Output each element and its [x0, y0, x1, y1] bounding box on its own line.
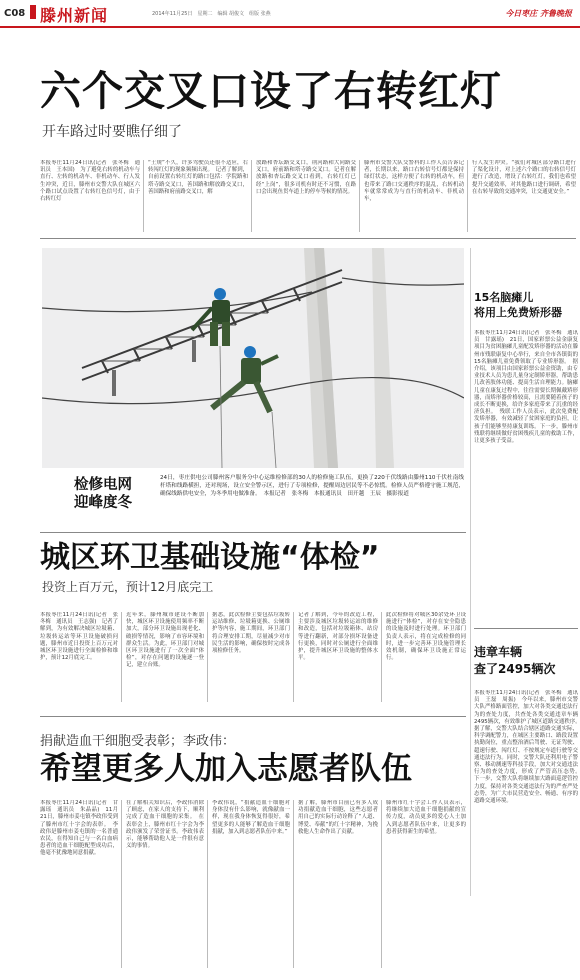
section-rule-2 [40, 532, 466, 533]
photo-power-line-repair [42, 248, 464, 468]
story1-col5: 行人发生冲突。“我们对城区部分路口进行了渠化设计，对上述六个路口的右转信号灯进行了改造，增设了右转红灯，我们也希望提升交通效率，对其他路口进行调研，希望在右转导致的交通冲突，让交通更安全。” [472, 160, 576, 195]
side2-body: 本报枣庄11月24日讯(记者 张冬梅 通讯员 王磊 周振) 今年以来，滕州市交警大队严格路面管控，加大对各类交通违法行为的查处力度，共查处各类交通违章车辆2495辆次，有效维护了城区道路交通秩序。 据了解，交警大队结合辖区道路交通实际，科学调配警力，在城区主要路口、路段设置执勤岗位，重点整治酒后驾驶、无证驾驶、超速行驶、闯红灯、不按规定车道行驶等交通违法行为。同时，交警大队还利用电子警察、移动测速等科技手段，加大对交通违法行为的查处力度，形成了严管高压态势。 下一步，交警大队将继续加大路面巡逻管控力度，保持对各类交通违法行为的严查严处态势，为广大市民营造安全、畅通、有序的道路交通环境。 [474, 690, 578, 805]
side2-headline-line1: 违章车辆 [474, 645, 523, 659]
story1-col1: 本报枣庄11月24日讯(记者 张冬梅 通讯员 王本国) 为了避免右转的机动车与直行、左转的机动车、非机动车、行人发生冲突，近日，滕州市交警大队在城区六个路口试点设置了右转红色信号灯，由于右转红灯 [40, 160, 140, 203]
photo-caption: 24日，枣庄供电公司滕州客户服务分中心运维检修部的30人的检修施工队伍，更换了220千伏线路由滕州110千伏杜南线杆塔和线路横担，还对现场，设立安全警示区，进行了专项检修，提醒周边居民等不必惊慌。检修人员严格遵守施工规范，确保线路供电安全，为冬季用电做准备。 本报记者 张冬梅 本报通讯员 田开越 王辰 摄影报道 [160, 475, 464, 497]
story3-col1: 本报枣庄11月24日讯(记者 甘露瑶 通讯员 朱晶晶) 11月21日，滕州市姜屯镇李政伟受到了滕州市红十字会的表彰。 李政伟是滕州市姜屯镇的一名普通农民，在得知自己与一名白血病患者的造血干细胞配型成功后，他毫不犹豫地同意捐献。 [40, 800, 118, 857]
story2-subhead: 投资上百万元，预计12月底完工 [42, 580, 214, 594]
side2-headline [474, 644, 578, 678]
section-rule-3 [40, 716, 466, 717]
story1-col2: “土规”不久，许多驾驶员还很不适应，右转闯红灯的现象频频出现。 记者了解到，自前设置右转红灯的路口包括：学院路和塔寺路交叉口，善国路和解放路交叉口，善国路和府前路交叉口，解 [148, 160, 248, 195]
story3-headline: 希望更多人加入志愿者队伍 [40, 751, 412, 787]
story2-col3: 据悉，此次检修主要包括垃圾转运站维修、垃圾箱更换、公厕维护等内容，施工期间，环卫部门将合理安排工期，尽量减少对市民生活的影响，确保按时完成各项检修任务。 [212, 612, 290, 655]
story3-col3: 李政伟说，“捐献造血干细胞对身体没有什么影响，就像献血一样，现在我身体恢复得很好，希望更多的人能够了解造血干细胞捐献，加入到志愿者队伍中来。” [212, 800, 290, 835]
side1-headline [474, 290, 578, 320]
side1-headline-line1: 15名脑瘫儿 [474, 291, 534, 304]
side1-body: 本报枣庄11月24日讯(记者 张冬梅 通讯员 甘露瑶) 21日，国家彩票公益金康复项目为贫困脑瘫儿童配发矫形器的活动在滕州市残联康复中心举行，来自全市各镇街的15名脑瘫儿童免费领取了专业矫形器。 据介绍，该项目由国家彩票公益金资助，由专业技术人员为患儿量身定制矫形器，帮助患儿改善肢体功能、提高生活自理能力。脑瘫儿童在康复过程中，往往需要长期佩戴矫形器，而矫形器价格较高，且需要随着孩子的成长不断更换，给许多家庭带来了沉重的经济负担。 残联工作人员表示，此次免费配发矫形器，有效减轻了贫困家庭的负担，让孩子们能够坚持康复训练。下一步，滕州市残联将继续做好贫困残疾儿童的救助工作，让更多孩子受益。 [474, 330, 578, 445]
masthead-rule [0, 26, 580, 28]
story3-kicker: 捐献造血干细胞受表彰；李政伟： [40, 734, 236, 749]
masthead [0, 0, 580, 28]
section-title: 滕州新闻 [40, 6, 109, 25]
story3-col5: 滕州市红十字会工作人员表示，将继续加大造血干细胞捐献的宣传力度，动员更多的爱心人士加入到志愿者队伍中来，让更多的患者获得新生的希望。 [386, 800, 466, 835]
story2-col4: 记者了解到，今年的改造工程，主要涉及城区垃圾转运站的维修和改造，包括对垃圾箱体、站房等进行翻新，对部分损坏设备进行更换，同时对公厕进行全面维护，提升城区环卫设施的整体水平。 [298, 612, 378, 662]
photo-title [74, 476, 152, 512]
side1-headline-line2: 将用上免费矫形器 [474, 306, 562, 319]
side2-headline-line2: 查了2495辆次 [474, 662, 556, 676]
photo-title-line1: 检修电网 [74, 477, 132, 493]
story3-col4: 据了解，滕州市目前已有多人成功捐献造血干细胞，这些志愿者用自己的实际行动诠释了“人道、博爱、奉献”的红十字精神，为挽救他人生命作出了贡献。 [298, 800, 378, 835]
date-line: 2014年11月25日 星期二 编辑 胡俊文 组版 张燕 [152, 11, 271, 17]
story2-col2: 近年来，滕州城市建设不断加快，城区环卫设施使用频率不断加大，部分环卫设施出现老化、破损等情况，影响了市容环境和群众生活。为此，环卫部门对城区环卫设施进行了一次全面“体检”，对存在问题的设施逐一登记，建立台账。 [126, 612, 204, 669]
story2-col5: 此次检修将对城区30余处环卫设施进行“体检”，对存在安全隐患的设施及时进行处理。环卫部门负责人表示，将在完成检修的同时，进一步完善环卫设施管理长效机制，确保环卫设施正常运行。 [386, 612, 466, 662]
section-rule-1 [40, 238, 576, 239]
page-number: C08 [4, 8, 26, 19]
brand-logo: 今日枣庄 齐鲁晚报 [505, 9, 572, 18]
photo-title-line2: 迎峰度冬 [74, 495, 132, 511]
photo-illustration [42, 248, 464, 468]
section-logo-block [30, 5, 36, 19]
story1-col4: 滕州市交警大队交警科的工作人员告诉记者，长期以来，路口右转信号灯都是保持绿灯状态，这样方便了右转的机动车，但也带来了路口交通秩序的混乱，右转机动车就常常成为与直行的机动车、非机动车， [364, 160, 464, 203]
story1-subhead: 开车路过时要瞧仔细了 [42, 124, 182, 140]
story1-headline: 六个交叉口设了右转红灯 [40, 67, 502, 115]
story3-col2: 在了解相关知识后，李政伟消除了顾虑，在家人的支持下，顺利完成了造血干细胞的采集。 在表彰会上，滕州市红十字会为李政伟颁发了荣誉证书。李政伟表示，能够帮助他人是一件很有意义的事情。 [126, 800, 204, 850]
story2-col1: 本报枣庄11月24日讯(记者 张冬梅 通讯员 王志强) 记者了解到，为有效解决城区垃圾箱、垃圾转运站等环卫设施破损问题，滕州市近日投资上百万元对城区环卫设施进行全面检修和维护，预计12月底完工。 [40, 612, 118, 662]
story2-headline: 城区环卫基础设施“体检” [40, 540, 380, 575]
story1-col3: 放路和杏坛路交叉口，荆河路和大同路交叉口，府前路和塔寺路交叉口。记者在解放路和杏坛路交叉口看到，右转红灯已经“上岗”，很多司机有时还不习惯，在路口会出现鱼贯车道上的停车等候的情况。 [256, 160, 356, 195]
